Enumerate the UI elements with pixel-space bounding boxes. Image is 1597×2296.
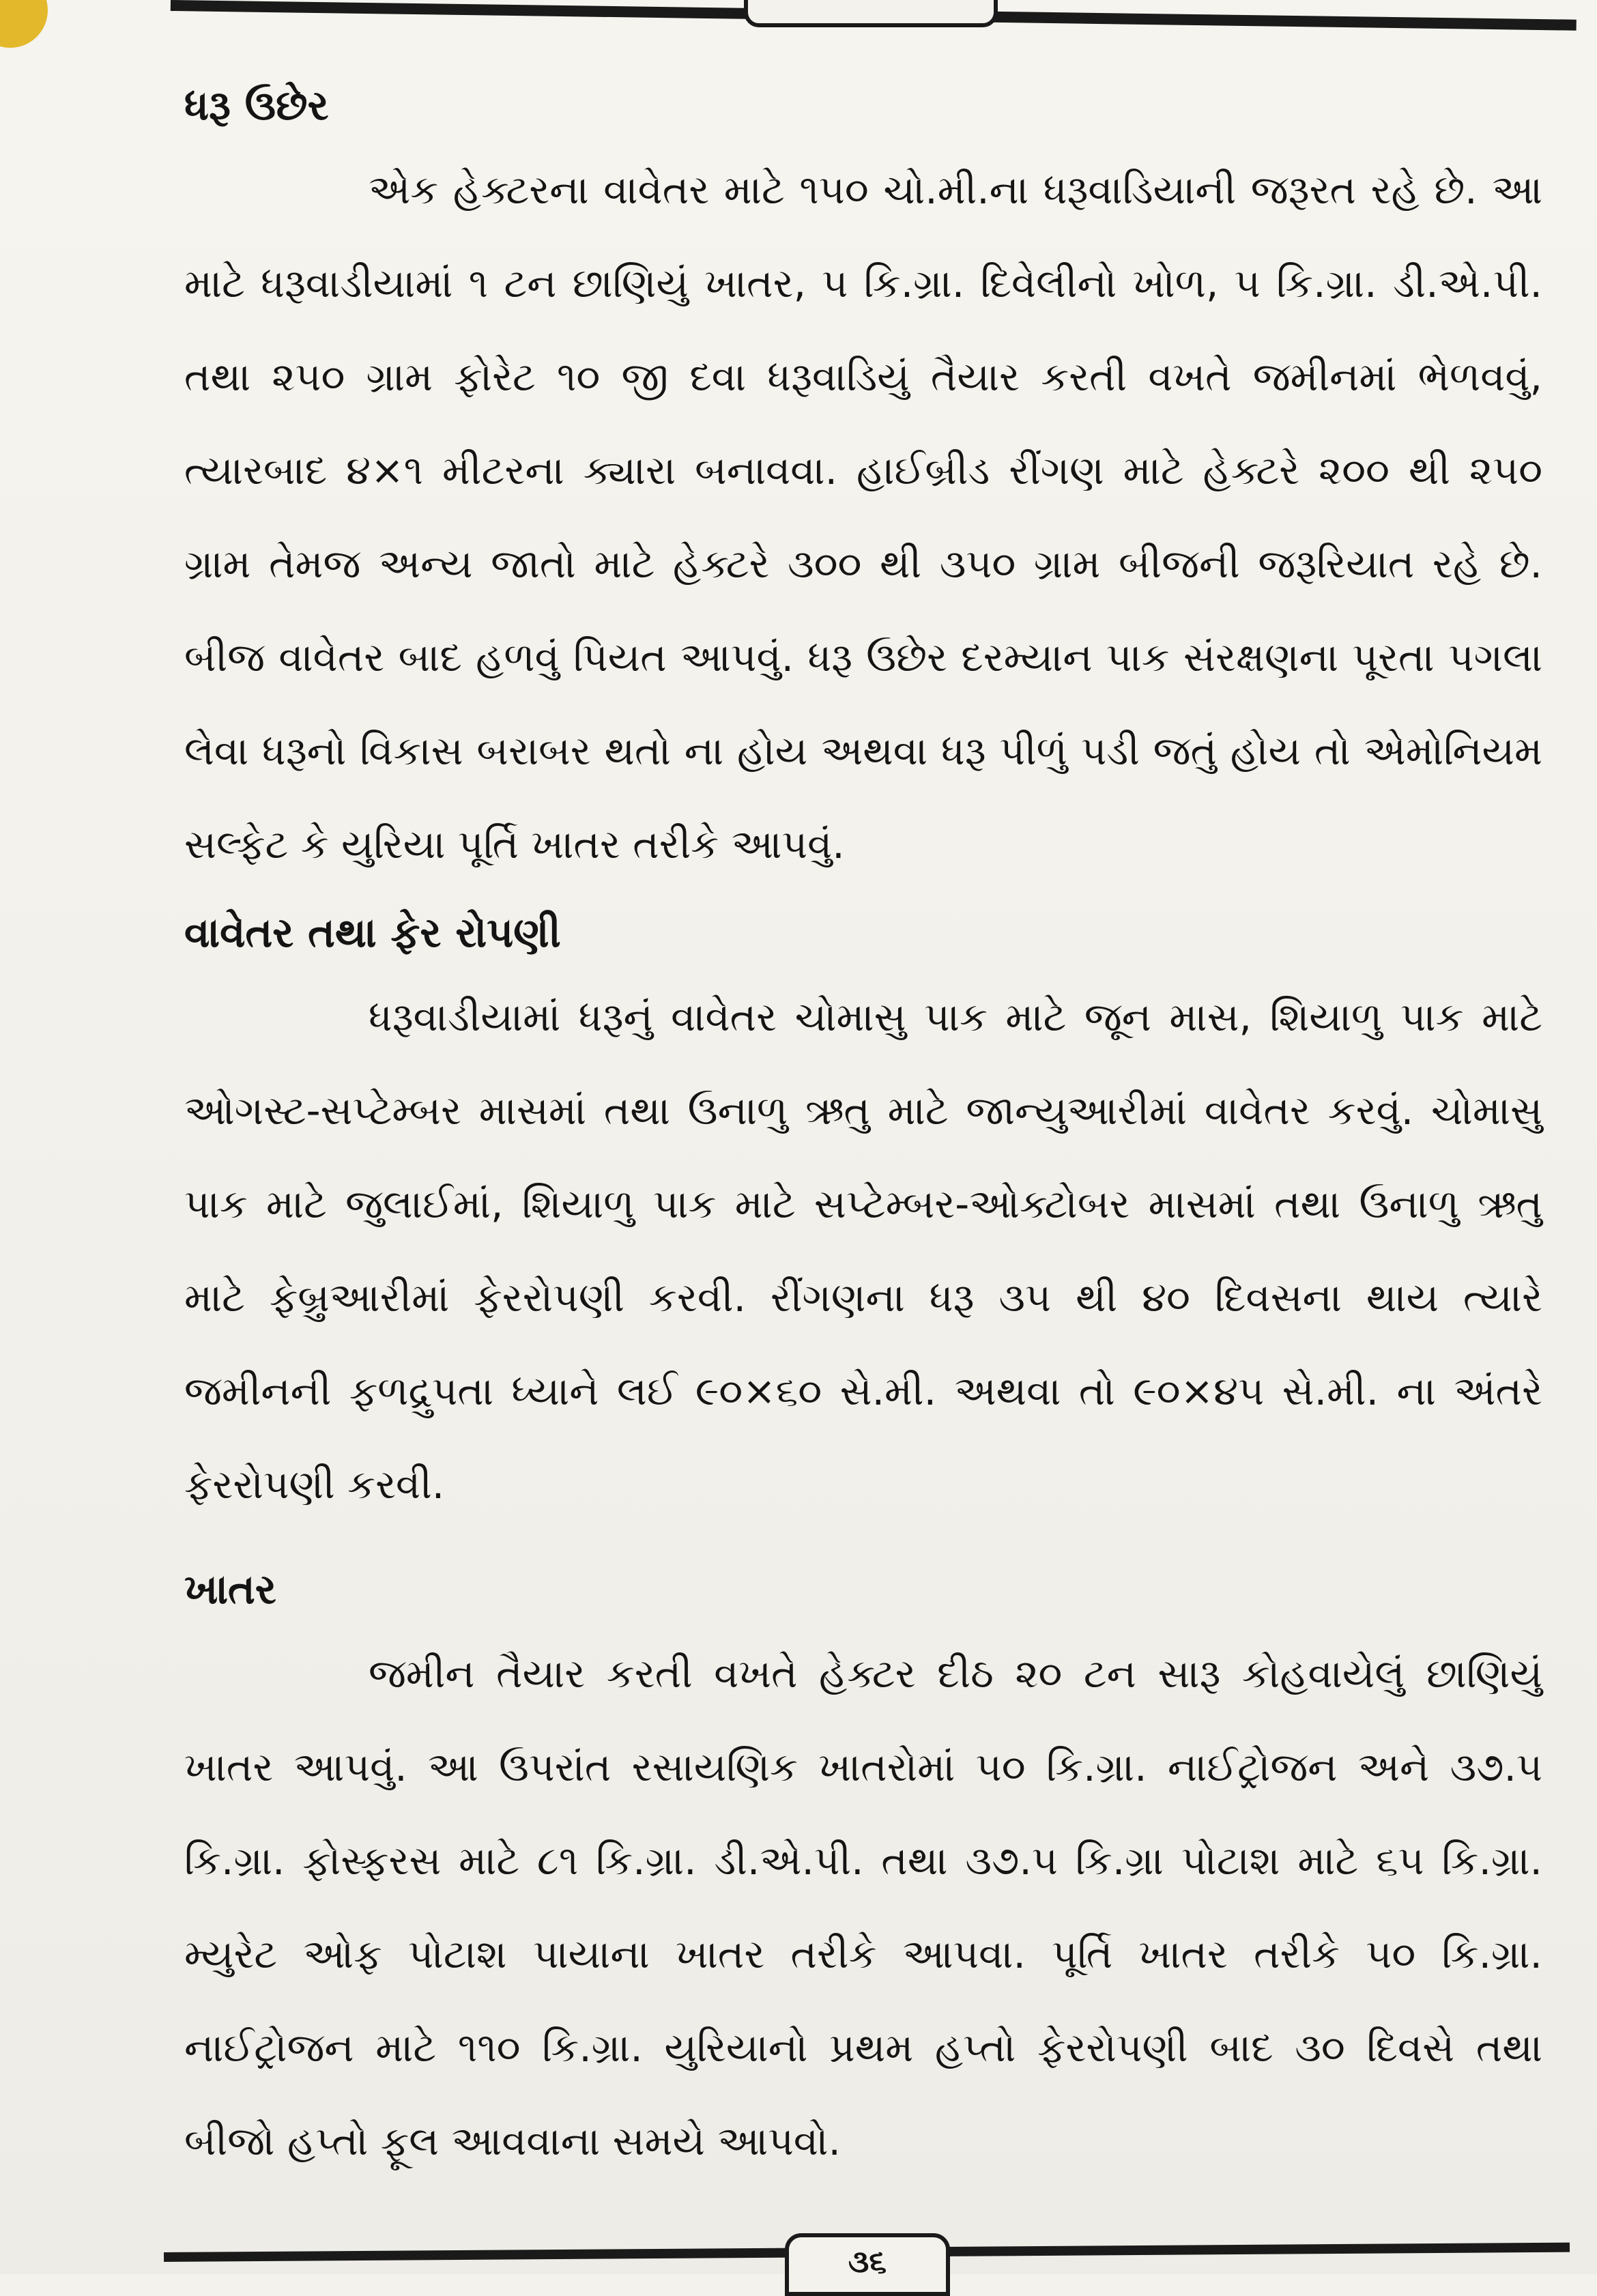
- section-heading-fertilizer: ખાતર: [184, 1566, 276, 1613]
- section-paragraph-seedling-raising: એક હેક્ટરના વાવેતર માટે ૧૫૦ ચો.મી.ના ધરૂવાડિયાની જરૂરત રહે છે. આ માટે ધરૂવાડીયામાં ૧ ટન છાણિયું ખાતર, ૫ કિ.ગ્રા. દિવેલીનો ખોળ, ૫ કિ.ગ્રા. ડી.એ.પી. તથા ૨૫૦ ગ્રામ ફોરેટ ૧૦ જી દવા ધરૂવાડિયું તૈયાર કરતી વખતે જમીનમાં ભેળવવું, ત્યારબાદ ૪×૧ મીટરના ક્યારા બનાવવા. હાઈબ્રીડ રીંગણ માટે હેક્ટરે ૨૦૦ થી ૨૫૦ ગ્રામ તેમજ અન્ય જાતો માટે હેક્ટરે ૩૦૦ થી ૩૫૦ ગ્રામ બીજની જરૂરિયાત રહે છે. બીજ વાવેતર બાદ હળવું પિયત આપવું. ધરૂ ઉછેર દરમ્યાન પાક સંરક્ષણના પૂરતા પગલા લેવા ધરૂનો વિકાસ બરાબર થતો ના હોય અથવા ધરૂ પીળું પડી જતું હોય તો એમોનિયમ સલ્ફેટ કે યુરિયા પૂર્તિ ખાતર તરીકે આપવું.: [184, 167, 1542, 867]
- section-paragraph-sowing-transplanting: ધરૂવાડીયામાં ધરૂનું વાવેતર ચોમાસુ પાક માટે જૂન માસ, શિયાળુ પાક માટે ઓગસ્ટ-સપ્ટેમ્બર માસમાં તથા ઉનાળુ ઋતુ માટે જાન્યુઆરીમાં વાવેતર કરવું. ચોમાસુ પાક માટે જુલાઈમાં, શિયાળુ પાક માટે સપ્ટેમ્બર-ઓક્ટોબર માસમાં તથા ઉનાળુ ઋતુ માટે ફેબ્રુઆરીમાં ફેરરોપણી કરવી. રીંગણના ધરૂ ૩૫ થી ૪૦ દિવસના થાય ત્યારે જમીનની ફળદ્રુપતા ધ્યાને લઈ ૯૦×૬૦ સે.મી. અથવા તો ૯૦×૪૫ સે.મી. ના અંતરે ફેરરોપણી કરવી.: [184, 994, 1542, 1508]
- page-number: ૩૬: [785, 2233, 950, 2296]
- top-header-tab: [744, 0, 998, 27]
- section-heading-seedling-raising: ધરૂ ઉછેર: [184, 82, 329, 130]
- section-paragraph-fertilizer: જમીન તૈયાર કરતી વખતે હેક્ટર દીઠ ૨૦ ટન સારૂ કોહવાયેલું છાણિયું ખાતર આપવું. આ ઉપરાંત રસાયણિક ખાતરોમાં ૫૦ કિ.ગ્રા. નાઈટ્રોજન અને ૩૭.૫ કિ.ગ્રા. ફોસ્ફરસ માટે ૮૧ કિ.ગ્રા. ડી.એ.પી. તથા ૩૭.૫ કિ.ગ્રા પોટાશ માટે ૬૫ કિ.ગ્રા. મ્યુરેટ ઓફ પોટાશ પાયાના ખાતર તરીકે આપવા. પૂર્તિ ખાતર તરીકે ૫૦ કિ.ગ્રા. નાઈટ્રોજન માટે ૧૧૦ કિ.ગ્રા. યુરિયાનો પ્રથમ હપ્તો ફેરરોપણી બાદ ૩૦ દિવસે તથા બીજો હપ્તો ફૂલ આવવાના સમયે આપવો.: [184, 1650, 1542, 2164]
- section-heading-sowing-transplanting: વાવેતર તથા ફેર રોપણી: [184, 909, 561, 957]
- page-content: [184, 68, 1542, 2188]
